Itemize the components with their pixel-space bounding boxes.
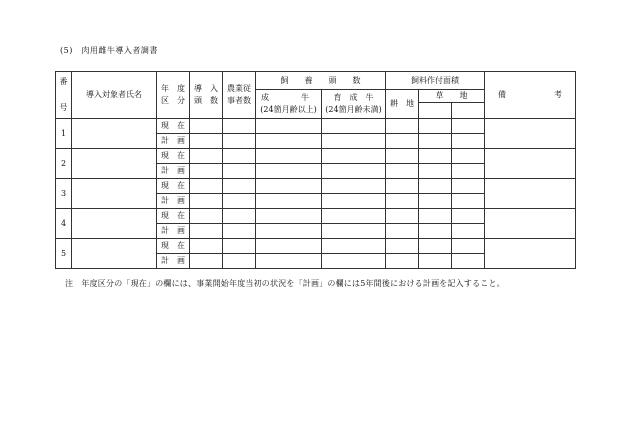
table-row xyxy=(56,239,576,254)
category-plan: 計 画 xyxy=(157,164,190,179)
category-current: 現 在 xyxy=(157,119,190,134)
introducer-table xyxy=(55,71,576,269)
header-grassland: 草 地 xyxy=(419,90,485,103)
table-row xyxy=(56,119,576,134)
header-farmland: 耕 地 xyxy=(386,90,419,119)
header-name: 導入対象者氏名 xyxy=(72,72,157,119)
name-cell xyxy=(72,239,157,269)
row-number: 5 xyxy=(56,239,72,269)
category-plan: 計 画 xyxy=(157,134,190,149)
footnote: 注 年度区分の「現在」の欄には、事業開始年度当初の状況を「計画」の欄には5年間後における計画を記入すること。 xyxy=(65,279,505,288)
header-feed-area: 飼料作付面積 xyxy=(386,72,485,90)
row-number: 2 xyxy=(56,149,72,179)
category-plan: 計 画 xyxy=(157,194,190,209)
row-number: 3 xyxy=(56,179,72,209)
header-adult-cattle: 成 牛 (24箇月齢以上) xyxy=(256,90,322,119)
header-number: 番 号 xyxy=(56,72,72,119)
table-row xyxy=(56,209,576,224)
category-current: 現 在 xyxy=(157,209,190,224)
row-number: 1 xyxy=(56,119,72,149)
header-intro-count: 導 入 頭 数 xyxy=(190,72,223,119)
name-cell xyxy=(72,209,157,239)
table-row xyxy=(56,179,576,194)
table-row xyxy=(56,149,576,164)
remarks-cell xyxy=(485,149,576,179)
category-plan: 計 画 xyxy=(157,224,190,239)
name-cell xyxy=(72,149,157,179)
header-livestock-count: 飼 養 頭 数 xyxy=(256,72,386,90)
grassland-subcell xyxy=(419,103,452,119)
category-plan: 計 画 xyxy=(157,254,190,269)
header-agri-workers: 農業従 事者数 xyxy=(223,72,256,119)
remarks-cell xyxy=(485,179,576,209)
category-current: 現 在 xyxy=(157,179,190,194)
header-remarks: 備 考 xyxy=(485,72,576,119)
name-cell xyxy=(72,119,157,149)
row-number: 4 xyxy=(56,209,72,239)
category-current: 現 在 xyxy=(157,239,190,254)
form-caption: (5) 肉用雌牛導入者調書 xyxy=(60,46,158,55)
remarks-cell xyxy=(485,119,576,149)
name-cell xyxy=(72,179,157,209)
remarks-cell xyxy=(485,209,576,239)
header-year-category: 年 度 区 分 xyxy=(157,72,190,119)
grassland-subcell xyxy=(452,103,485,119)
remarks-cell xyxy=(485,239,576,269)
header-young-cattle: 育 成 牛 (24箇月齢未満) xyxy=(322,90,386,119)
category-current: 現 在 xyxy=(157,149,190,164)
